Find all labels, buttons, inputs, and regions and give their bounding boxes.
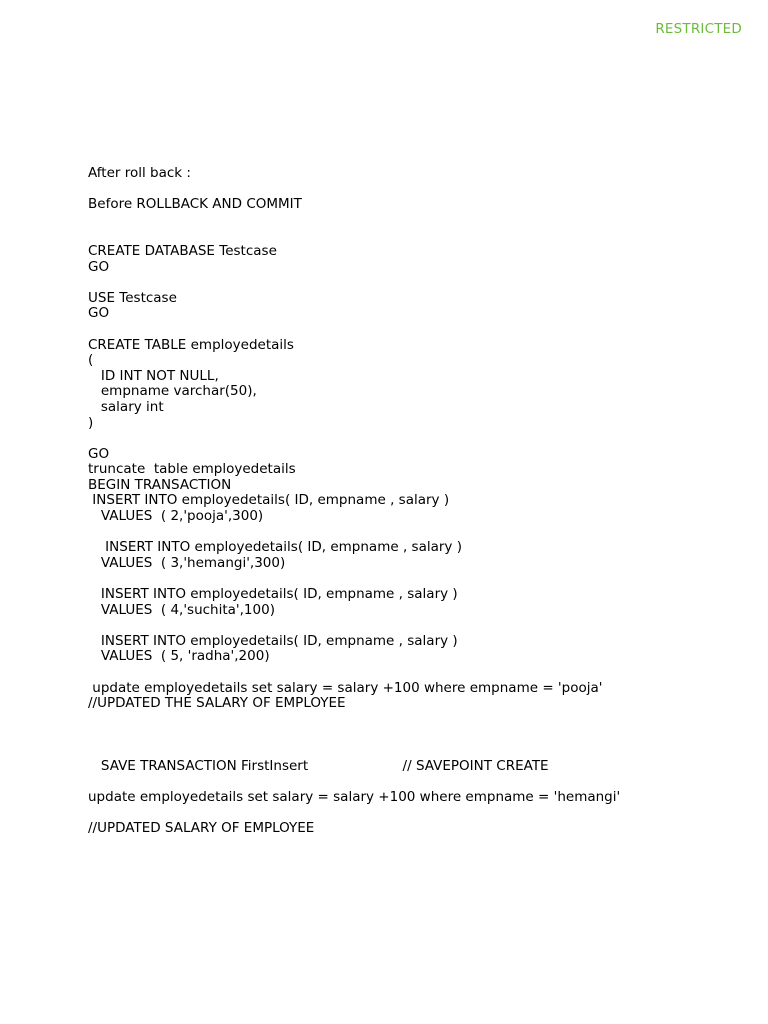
- blank-line: [88, 431, 748, 447]
- text-line: ): [88, 414, 94, 431]
- text-line: truncate table employedetails: [88, 461, 296, 478]
- text-line: GO: [88, 258, 110, 275]
- text-line: VALUES ( 5, 'radha',200): [88, 648, 270, 665]
- blank-line: [88, 774, 748, 790]
- text-line: Before ROLLBACK AND COMMIT: [88, 196, 302, 213]
- text-line: empname varchar(50),: [88, 383, 257, 400]
- blank-line: [88, 182, 748, 198]
- text-line: After roll back :: [88, 165, 191, 181]
- text-line: update employedetails set salary = salary +100 where empname = 'hemangi': [88, 788, 621, 805]
- text-line: INSERT INTO employedetails( ID, empname , salary ): [88, 586, 458, 603]
- blank-line: [88, 322, 748, 338]
- text-line: salary int: [88, 398, 164, 415]
- blank-line: [88, 743, 748, 759]
- blank-line: [88, 228, 748, 244]
- document-body: [88, 166, 748, 837]
- blank-line: [88, 665, 748, 681]
- blank-line: [88, 805, 748, 821]
- text-line: BEGIN TRANSACTION: [88, 476, 232, 493]
- text-line: VALUES ( 3,'hemangi',300): [88, 554, 286, 571]
- text-line: INSERT INTO employedetails( ID, empname , salary ): [88, 632, 458, 649]
- text-line: CREATE DATABASE Testcase: [88, 242, 277, 259]
- blank-line: [88, 727, 748, 743]
- text-line: GO: [88, 445, 110, 462]
- text-line: INSERT INTO employedetails( ID, empname , salary ): [88, 539, 462, 556]
- text-line: //UPDATED THE SALARY OF EMPLOYEE: [88, 695, 346, 712]
- blank-line: [88, 712, 748, 728]
- text-line: INSERT INTO employedetails( ID, empname , salary ): [88, 492, 450, 509]
- text-line: update employedetails set salary = salary +100 where empname = 'pooja': [88, 679, 603, 696]
- text-line: SAVE TRANSACTION FirstInsert // SAVEPOINT CREATE: [88, 757, 549, 774]
- blank-line: [88, 213, 748, 229]
- blank-line: [88, 571, 748, 587]
- blank-line: [88, 275, 748, 291]
- blank-line: [88, 618, 748, 634]
- text-line: VALUES ( 2,'pooja',300): [88, 508, 264, 525]
- blank-line: [88, 525, 748, 541]
- text-line: (: [88, 352, 94, 369]
- text-line: VALUES ( 4,'suchita',100): [88, 601, 275, 618]
- text-line: CREATE TABLE employedetails: [88, 336, 294, 353]
- text-line: ID INT NOT NULL,: [88, 367, 219, 384]
- restricted-classification-label: RESTRICTED: [655, 21, 742, 37]
- text-line: //UPDATED SALARY OF EMPLOYEE: [88, 819, 315, 836]
- text-line: USE Testcase: [88, 289, 177, 306]
- text-line: GO: [88, 305, 110, 322]
